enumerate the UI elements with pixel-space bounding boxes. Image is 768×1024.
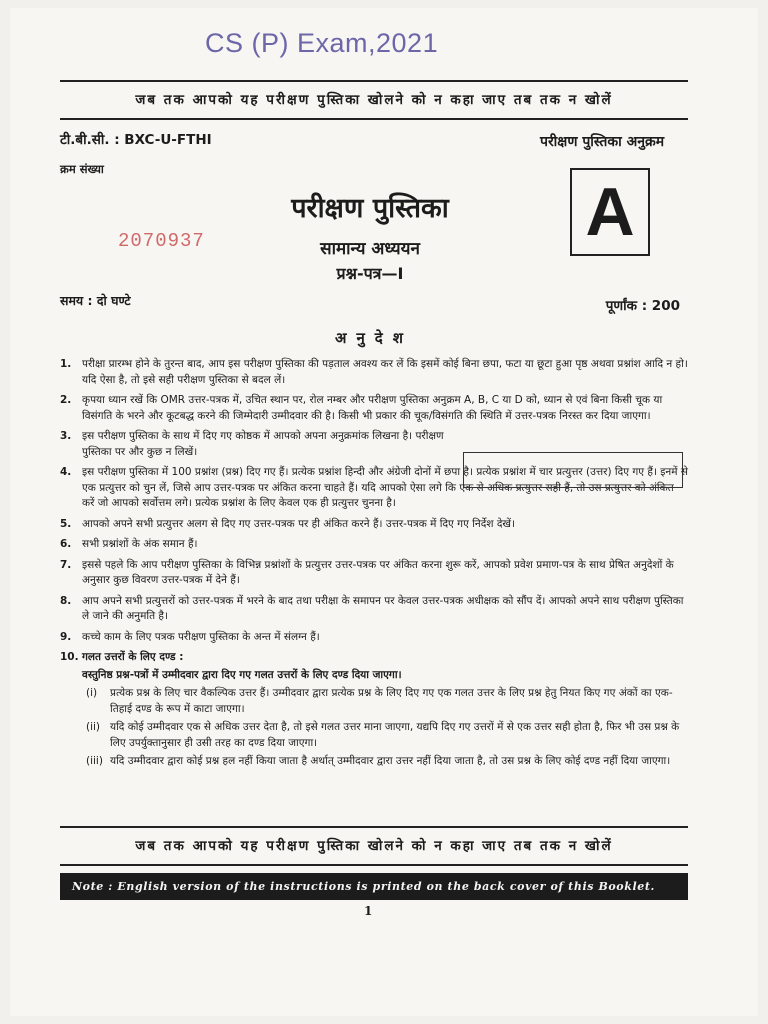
instruction-item: 7. इससे पहले कि आप परीक्षण पुस्तिका के विभिन्न प्रश्नांशों के प्रत्युत्तर उत्तर-पत्रक पर अंकित करना शुरू करें, आपको प्रवेश प्रमाण-पत्र के साथ प्रेषित अनुदेशों के अनुसार कुछ विवरण उत्तर-पत्रक में देने हैं। [60, 558, 674, 586]
divider-bottom [60, 826, 688, 828]
penalty-lead: वस्तुनिष्ठ प्रश्न-पत्रों में उम्मीदवार द्वारा दिए गए गलत उत्तरों के लिए दण्ड दिया जाएगा। [82, 668, 402, 681]
series-label: परीक्षण पुस्तिका अनुक्रम [540, 134, 665, 150]
english-version-note [60, 873, 688, 900]
serial-label: क्रम संख्या [60, 162, 104, 176]
series-letter-box [570, 168, 650, 256]
instructions-heading: अनुदेश [335, 329, 413, 347]
bottom-banner: जब तक आपको यह परीक्षण पुस्तिका खोलने को न कहा जाए तब तक न खोलें [135, 838, 613, 854]
divider-top [60, 80, 688, 82]
top-banner: जब तक आपको यह परीक्षण पुस्तिका खोलने को न कहा जाए तब तक न खोलें [135, 92, 613, 108]
penalty-section [82, 668, 688, 770]
instructions-list [60, 357, 688, 775]
exam-stamp: CS (P) Exam,2021 [205, 28, 439, 58]
penalty-item: (i) प्रत्येक प्रश्न के लिए चार वैकल्पिक उत्तर हैं। उम्मीदवार द्वारा प्रत्येक प्रश्न के लिए दिए गए एक गलत उत्तर के लिए प्रश्न हेतु नियत किए गए अंकों का एक-तिहाई दण्ड के रूप में काटा जाएगा। [86, 687, 673, 715]
note-text: Note : English version of the instructions is printed on the back cover of this Booklet. [72, 880, 655, 893]
penalty-item: (ii) यदि कोई उम्मीदवार एक से अधिक उत्तर देता है, तो इसे गलत उत्तर माना जाएगा, यद्यपि दिए गए उत्तरों में से एक उत्तर सही होता है, फिर भी उस प्रश्न के लिए उपर्युक्तानुसार ही उसी तरह का दण्ड दिया जाएगा। [86, 721, 680, 749]
tbc-code: टी.बी.सी. : BXC-U-FTHI [60, 132, 212, 148]
instruction-item: 3. इस परीक्षण पुस्तिका के साथ में दिए गए कोष्ठक में आपको अपना अनुक्रमांक लिखना है। परीक्षण पुस्तिका पर और कुछ न लिखें। [60, 430, 444, 458]
instruction-item: 5. आपको अपने सभी प्रत्युत्तर अलग से दिए गए उत्तर-पत्रक पर ही अंकित करने हैं। उत्तर-पत्रक में दिए गए निर्देश देखें। [60, 517, 515, 530]
divider-top-2 [60, 118, 688, 120]
paper-title: प्रश्न-पत्र—I [336, 264, 404, 283]
subject-title: सामान्य अध्ययन [320, 239, 420, 259]
penalty-item: (iii) यदि उम्मीदवार द्वारा कोई प्रश्न हल नहीं किया जाता है अर्थात् उम्मीदवार द्वारा उत्तर नहीं दिया जाता है, तो उस प्रश्न के लिए कोई दण्ड नहीं दिया जाएगा। [86, 755, 671, 767]
exam-duration: समय : दो घण्टे [60, 293, 131, 308]
total-marks: पूर्णांक : 200 [605, 298, 680, 314]
series-letter: A [585, 174, 635, 250]
instruction-item: 2. कृपया ध्यान रखें कि OMR उत्तर-पत्रक में, उचित स्थान पर, रोल नम्बर और परीक्षण पुस्तिका अनुक्रम A, B, C या D को, ध्यान से एवं बिना किसी चूक या विसंगति के भरने और कूटबद्ध करने की जिम्मेदारी उम्मीदवार की है। किसी भी प्रकार की चूक/विसंगति की स्थिति में उत्तर-पत्रक निरस्त कर दिया जाएगा। [60, 394, 663, 422]
divider-bottom-2 [60, 864, 688, 866]
booklet-title: परीक्षण पुस्तिका [291, 193, 449, 224]
roll-number-box[interactable] [463, 452, 683, 488]
instruction-item: 6. सभी प्रश्नांशों के अंक समान हैं। [60, 538, 198, 550]
instruction-item: 9. कच्चे काम के लिए पत्रक परीक्षण पुस्तिका के अन्त में संलग्न हैं। [60, 630, 320, 643]
page-number: 1 [364, 904, 373, 918]
instruction-item: 10. गलत उत्तरों के लिए दण्ड : वस्तुनिष्ठ प्रश्न-पत्रों में उम्मीदवार द्वारा दिए गए गलत उत्तरों के लिए दण्ड दिया जाएगा। (i) प्रत्येक प्रश्न के लिए चार वैकल्पिक उत्तर हैं। उम्मीदवार द्वारा प्रत्येक प्रश्न के लिए दिए गए एक गलत उत्तर के लिए प्रश्न हेतु नियत किए गए अंकों का एक-तिहाई दण्ड के रूप में काटा जाएगा। (ii) यदि कोई उम्मीदवार एक से अधिक उत्तर देता है, तो इसे गलत उत्तर माना जाएगा, यद्यपि दिए गए उत्तरों में से एक उत्तर सही होता है, फिर भी उस प्रश्न के लिए उपर्युक्तानुसार ही उसी तरह का दण्ड दिया जाएगा। (iii) यदि उम्मीदवार द्वारा कोई प्रश्न हल नहीं किया जाता है अर्थात् उम्मीदवार द्वारा उत्तर नहीं दिया जाता है, तो उस प्रश्न के लिए कोई दण्ड नहीं दिया जाएगा। [60, 650, 688, 770]
instruction-item: 1. परीक्षा प्रारम्भ होने के तुरन्त बाद, आप इस परीक्षण पुस्तिका की पड़ताल अवश्य कर लें कि इसमें कोई बिना छपा, फटा या छूटा हुआ पृष्ठ अथवा प्रश्नांश आदि न हो। यदि ऐसा है, तो इसे सही परीक्षण पुस्तिका से बदल लें। [60, 358, 688, 386]
instruction-item: 4. इस परीक्षण पुस्तिका में 100 प्रश्नांश (प्रश्न) दिए गए हैं। प्रत्येक प्रश्नांश हिन्दी और अंग्रेजी दोनों में छपा है। प्रत्येक प्रश्नांश में चार प्रत्युत्तर (उत्तर) दिए गए हैं। इनमें से एक प्रत्युत्तर को चुन लें, जिसे आप उत्तर-पत्रक पर अंकित करना चाहते हैं। यदि आपको ऐसा लगे कि एक से अधिक प्रत्युत्तर सही हैं, तो उस प्रत्युत्तर को अंकित करें जो आपको सर्वोत्तम लगे। प्रत्येक प्रश्नांश के लिए केवल एक ही प्रत्युत्तर चुनना है। [60, 466, 688, 509]
instruction-item: 8. आप अपने सभी प्रत्युत्तरों को उत्तर-पत्रक में भरने के बाद तथा परीक्षा के समापन पर केवल उत्तर-पत्रक अधीक्षक को सौंप दें। आपको अपने साथ परीक्षण पुस्तिका ले जाने की अनुमति है। [60, 594, 684, 622]
serial-number: 2070937 [118, 230, 205, 252]
